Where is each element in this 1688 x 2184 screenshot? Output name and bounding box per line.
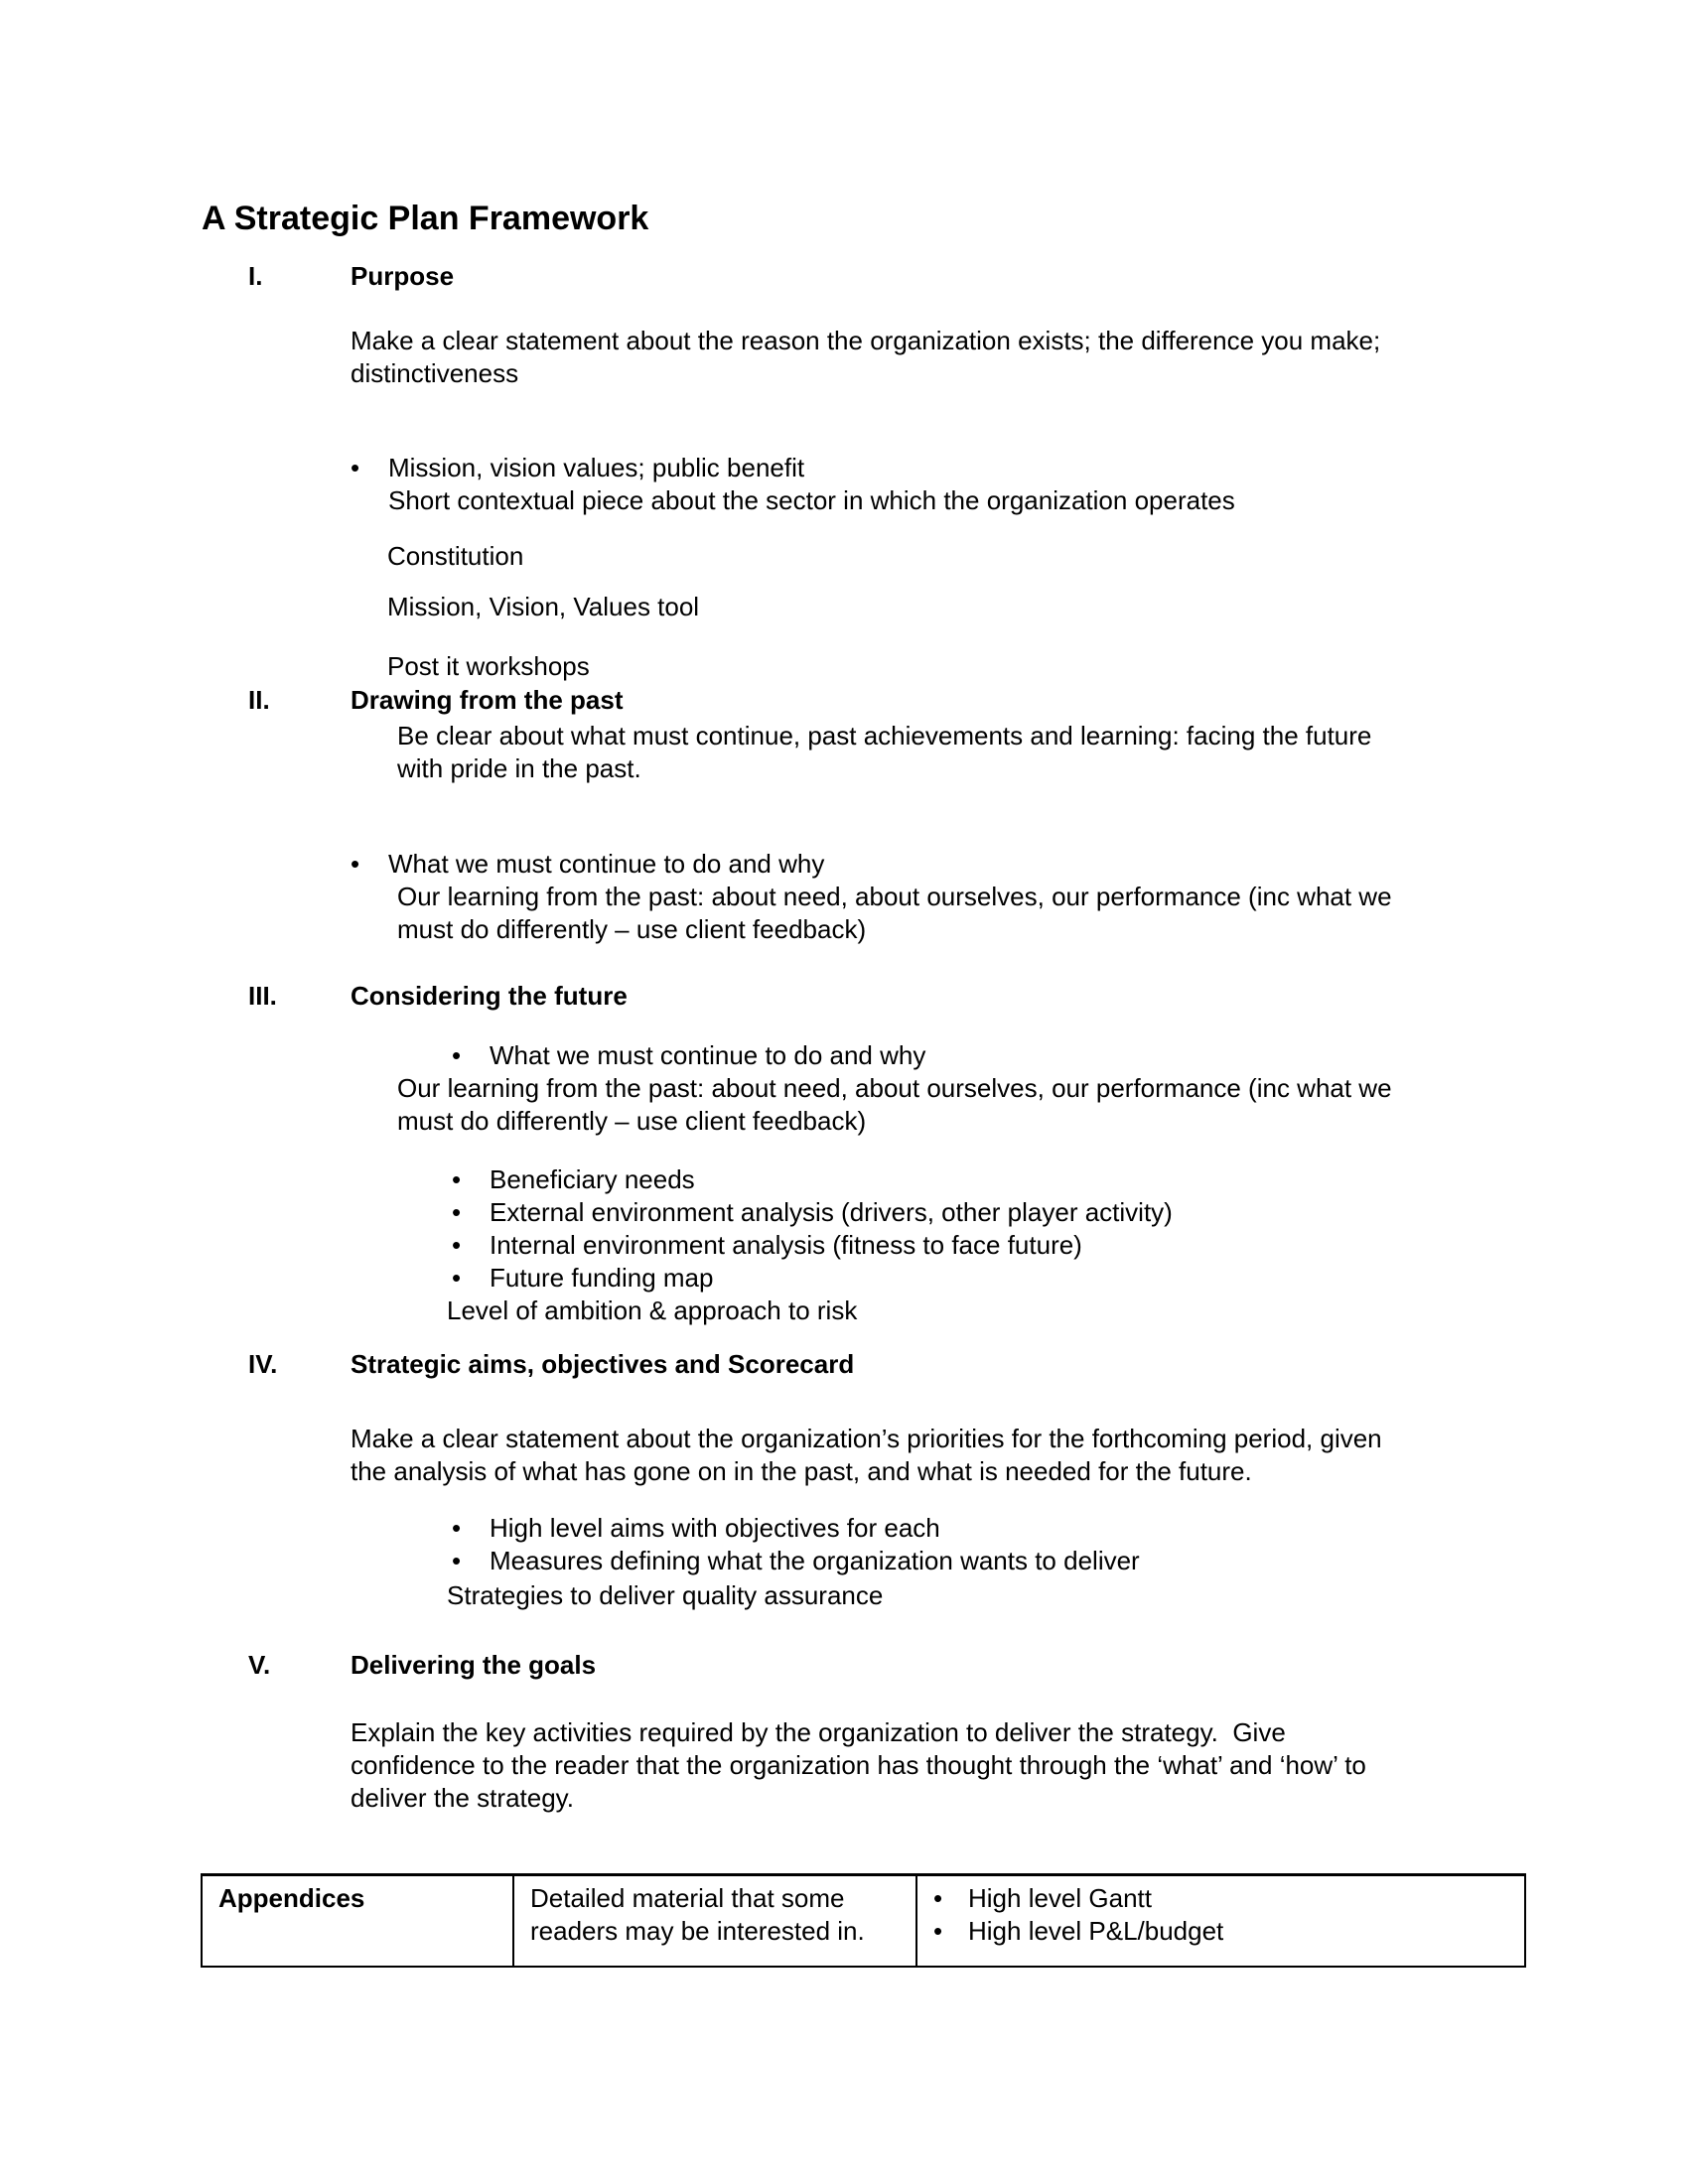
- text-line: Be clear about what must continue, past achievements and learning: facing the future: [397, 721, 1372, 751]
- paragraph: [397, 881, 1688, 946]
- section-numeral: II.: [248, 685, 270, 715]
- text-line: distinctiveness: [351, 358, 519, 388]
- text-line: Future funding map: [490, 1263, 714, 1293]
- text-line: must do differently – use client feedback): [397, 1106, 867, 1136]
- section-heading-purpose: [248, 260, 1688, 293]
- section-heading-text: Considering the future: [351, 981, 628, 1011]
- bullet-line: [351, 452, 1688, 484]
- text-line: the analysis of what has gone on in the past, and what is needed for the future.: [351, 1456, 1252, 1486]
- text-line: High level Gantt: [968, 1883, 1152, 1913]
- appendices-label-cell: Appendices: [202, 1875, 513, 1968]
- bullet-icon: •: [452, 1546, 462, 1575]
- section-heading-strategic-aims: [248, 1348, 1688, 1381]
- bullet-icon: •: [452, 1164, 462, 1194]
- text-line: Internal environment analysis (fitness to face future): [490, 1230, 1082, 1260]
- text-line: Our learning from the past: about need, about ourselves, our performance (inc what we: [397, 1073, 1392, 1103]
- bullet-line: [452, 1262, 1688, 1295]
- section-heading-drawing-from-the-past: [248, 684, 1688, 717]
- text-line: Post it workshops: [387, 651, 590, 681]
- bullet-icon: •: [351, 453, 360, 482]
- list-item: [452, 1512, 1688, 1577]
- bullet-line: [452, 1545, 1688, 1577]
- bullet-icon: •: [351, 849, 360, 879]
- bullet-line: [452, 1512, 1688, 1545]
- text-line: Explain the key activities required by the organization to deliver the strategy. Give: [351, 1717, 1286, 1747]
- section-heading-considering-the-future: [248, 980, 1688, 1013]
- bullet-icon: •: [452, 1230, 462, 1260]
- text-line: Detailed material that some: [530, 1883, 845, 1913]
- text-line: confidence to the reader that the organization has thought through the ‘what’ and ‘how’ to: [351, 1750, 1366, 1780]
- text-line: Constitution: [387, 541, 524, 571]
- paragraph: [351, 1423, 1688, 1488]
- section-heading-text: Delivering the goals: [351, 1650, 597, 1680]
- bullet-icon: •: [452, 1197, 462, 1227]
- text-line: Measures defining what the organization wants to deliver: [490, 1546, 1140, 1575]
- text-line: High level aims with objectives for each: [490, 1513, 940, 1543]
- text-line: Make a clear statement about the organization’s priorities for the forthcoming period, given: [351, 1424, 1382, 1453]
- bullet-icon: •: [452, 1040, 462, 1070]
- paragraph: [397, 720, 1688, 785]
- text-line: High level P&L/budget: [968, 1916, 1224, 1946]
- text-line: External environment analysis (drivers, other player activity): [490, 1197, 1173, 1227]
- section-numeral: III.: [248, 981, 277, 1011]
- section-numeral: V.: [248, 1650, 271, 1680]
- text-line: What we must continue to do and why: [490, 1040, 926, 1070]
- section-numeral: IV.: [248, 1349, 278, 1379]
- text-line: Level of ambition & approach to risk: [447, 1296, 858, 1325]
- bullet-icon: •: [452, 1513, 462, 1543]
- document-title: A Strategic Plan Framework: [202, 200, 649, 237]
- bullet-line: [452, 1196, 1688, 1229]
- section-heading-text: Purpose: [351, 261, 455, 291]
- text-line: Strategies to deliver quality assurance: [447, 1580, 884, 1610]
- text-line: Make a clear statement about the reason the organization exists; the difference you make;: [351, 326, 1381, 355]
- text-line: must do differently – use client feedback): [397, 914, 867, 944]
- text-line: readers may be interested in.: [530, 1916, 865, 1946]
- paragraph: [397, 1072, 1688, 1138]
- bullet-icon: •: [933, 1916, 943, 1946]
- appendices-table: [201, 1873, 1526, 1968]
- list-item: [933, 1882, 1510, 1915]
- list-item: [452, 1039, 1688, 1072]
- text-line: Mission, vision values; public benefit: [388, 453, 805, 482]
- text-line: Our learning from the past: about need, about ourselves, our performance (inc what we: [397, 882, 1392, 911]
- section-heading-text: Drawing from the past: [351, 685, 624, 715]
- section-heading-text: Strategic aims, objectives and Scorecard: [351, 1349, 855, 1379]
- table-row: [202, 1875, 1525, 1968]
- text-line: What we must continue to do and why: [388, 849, 825, 879]
- bullet-line: [452, 1229, 1688, 1262]
- section-numeral: I.: [248, 261, 263, 291]
- list-item: [351, 452, 1688, 517]
- bullet-line: [452, 1163, 1688, 1196]
- list-item: [933, 1915, 1510, 1948]
- bullet-icon: •: [933, 1883, 943, 1913]
- text-line: with pride in the past.: [397, 753, 641, 783]
- paragraph: [351, 325, 1688, 390]
- list-item: [452, 1163, 1688, 1295]
- appendices-description-cell: [513, 1875, 916, 1968]
- list-item: [351, 848, 1688, 881]
- text-line: Beneficiary needs: [490, 1164, 695, 1194]
- text-line: deliver the strategy.: [351, 1783, 574, 1813]
- bullet-line: [452, 1039, 1688, 1072]
- paragraph: [351, 1716, 1688, 1815]
- bullet-line: [351, 848, 1688, 881]
- text-line: Mission, Vision, Values tool: [387, 592, 700, 621]
- section-heading-delivering-the-goals: [248, 1649, 1688, 1682]
- text-line: Short contextual piece about the sector in which the organization operates: [388, 485, 1235, 515]
- appendices-items-cell: [916, 1875, 1525, 1968]
- bullet-icon: •: [452, 1263, 462, 1293]
